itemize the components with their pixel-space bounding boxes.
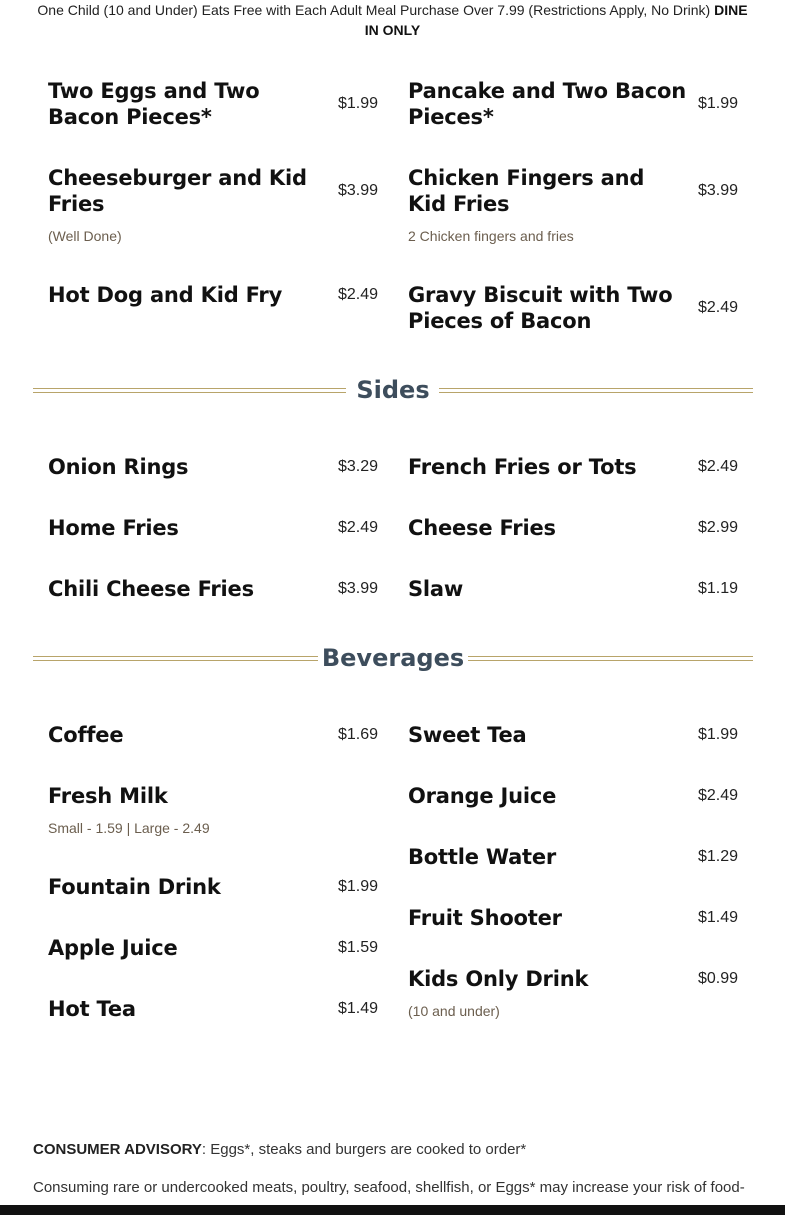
menu-item bbox=[48, 515, 378, 545]
menu-item bbox=[408, 966, 738, 1026]
promo-emphasis: DINE IN ONLY bbox=[364, 2, 748, 38]
item-description: Small - 1.59 | Large - 2.49 bbox=[48, 820, 210, 836]
consumer-advisory bbox=[33, 1141, 758, 1158]
menu-item bbox=[408, 722, 738, 752]
section-heading-sides bbox=[33, 375, 753, 405]
menu-item bbox=[48, 722, 378, 752]
menu-item bbox=[48, 935, 378, 965]
item-price: $3.99 bbox=[337, 580, 378, 597]
item-price: $1.59 bbox=[337, 939, 378, 956]
menu-item bbox=[48, 996, 378, 1026]
menu-item bbox=[48, 874, 378, 904]
item-name: Hot Dog and Kid Fry bbox=[48, 283, 283, 307]
item-name: Slaw bbox=[408, 577, 464, 601]
menu-item bbox=[48, 783, 378, 843]
menu-item bbox=[408, 454, 738, 484]
item-price: $2.49 bbox=[697, 458, 738, 475]
menu-item bbox=[48, 454, 378, 484]
item-price: $1.69 bbox=[337, 726, 378, 743]
item-name: Cheeseburger and Kid Fries bbox=[48, 166, 307, 216]
item-price: $1.19 bbox=[697, 580, 738, 597]
advisory-label: CONSUMER ADVISORY bbox=[33, 1141, 202, 1158]
advisory-text: : Eggs*, steaks and burgers are cooked to order* bbox=[201, 1141, 527, 1158]
item-name: Bottle Water bbox=[408, 845, 557, 869]
item-description: (Well Done) bbox=[48, 228, 122, 244]
menu-item bbox=[408, 783, 738, 813]
item-price: $2.49 bbox=[337, 519, 378, 536]
promo-banner bbox=[30, 0, 755, 40]
menu-item bbox=[408, 905, 738, 935]
menu-item bbox=[408, 844, 738, 874]
item-name: Orange Juice bbox=[408, 784, 557, 808]
item-name: Cheese Fries bbox=[408, 516, 556, 540]
item-name: Coffee bbox=[48, 723, 124, 747]
item-name: Fresh Milk bbox=[48, 784, 168, 808]
item-price: $1.49 bbox=[337, 1000, 378, 1017]
item-price: $1.99 bbox=[697, 726, 738, 743]
item-name: Two Eggs and Two Bacon Pieces* bbox=[48, 79, 260, 129]
section-heading-beverages bbox=[33, 643, 753, 673]
menu-item bbox=[408, 165, 738, 250]
menu-item bbox=[408, 576, 738, 606]
item-name: Chicken Fingers and Kid Fries bbox=[408, 166, 645, 216]
item-name: Fruit Shooter bbox=[408, 906, 562, 930]
menu-item bbox=[48, 78, 378, 138]
item-description: 2 Chicken fingers and fries bbox=[408, 228, 574, 244]
item-price: $3.99 bbox=[697, 182, 738, 199]
item-price: $1.29 bbox=[697, 848, 738, 865]
section-title: Beverages bbox=[321, 644, 465, 672]
promo-text: One Child (10 and Under) Eats Free with Each Adult Meal Purchase Over 7.99 (Restrictions Apply, No Drink) bbox=[37, 2, 711, 18]
menu-item bbox=[408, 78, 738, 138]
item-price: $1.99 bbox=[697, 95, 738, 112]
item-price: $1.49 bbox=[697, 909, 738, 926]
item-price: $3.29 bbox=[337, 458, 378, 475]
item-name: Gravy Biscuit with Two Pieces of Bacon bbox=[408, 283, 673, 333]
item-price: $2.49 bbox=[337, 286, 378, 303]
menu-item bbox=[48, 282, 378, 342]
item-name: Chili Cheese Fries bbox=[48, 577, 254, 601]
item-price: $3.99 bbox=[337, 182, 378, 199]
item-name: Kids Only Drink bbox=[408, 967, 589, 991]
item-price: $2.99 bbox=[697, 519, 738, 536]
item-price: $0.99 bbox=[697, 970, 738, 987]
advisory-warning bbox=[33, 1179, 758, 1196]
section-title: Sides bbox=[356, 376, 430, 404]
menu-item bbox=[48, 165, 378, 250]
item-price: $2.49 bbox=[697, 299, 738, 316]
menu-item bbox=[48, 576, 378, 606]
item-name: Sweet Tea bbox=[408, 723, 527, 747]
item-name: French Fries or Tots bbox=[408, 455, 637, 479]
item-name: Hot Tea bbox=[48, 997, 136, 1021]
advisory-warning-text: Consuming rare or undercooked meats, poultry, seafood, shellfish, or Eggs* may increase your risk of food- bbox=[33, 1179, 745, 1196]
item-price: $1.99 bbox=[337, 878, 378, 895]
item-price: $2.49 bbox=[697, 787, 738, 804]
item-name: Home Fries bbox=[48, 516, 179, 540]
item-name: Pancake and Two Bacon Pieces* bbox=[408, 79, 686, 129]
menu-item bbox=[408, 515, 738, 545]
bottom-bar bbox=[0, 1205, 785, 1215]
item-name: Apple Juice bbox=[48, 936, 178, 960]
item-name: Onion Rings bbox=[48, 455, 189, 479]
menu-item bbox=[408, 282, 738, 342]
item-name: Fountain Drink bbox=[48, 875, 221, 899]
item-description: (10 and under) bbox=[408, 1003, 500, 1019]
item-price: $1.99 bbox=[337, 95, 378, 112]
